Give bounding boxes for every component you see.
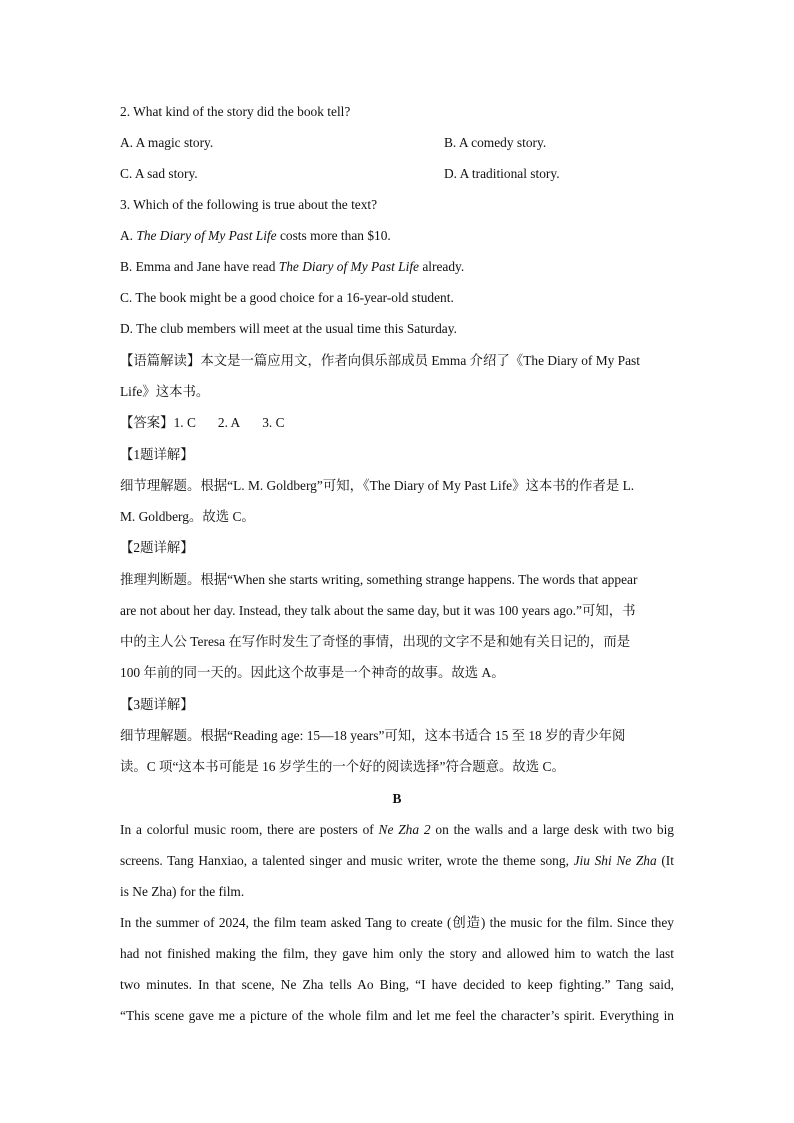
q3-stem: 3. Which of the following is true about the text?: [120, 197, 378, 212]
detail-3-line-2: 读。C 项“这本书可能是 16 岁学生的一个好的阅读选择”符合题意。故选 C。: [120, 759, 565, 774]
book-title: The Diary of My Past Life: [136, 228, 277, 243]
detail-2-line-4: 100 年前的同一天的。因此这个故事是一个神奇的故事。故选 A。: [120, 665, 505, 680]
q2-option-c: C. A sad story.: [120, 166, 198, 181]
detail-2-line-3: 中的主人公 Teresa 在写作时发生了奇怪的事情，出现的文字不是和她有关日记的，而是: [120, 634, 631, 649]
section-b-p2-line-3: two minutes. In that scene, Ne Zha tells Ao Bing, “I have decided to keep fighting.” Tang said,: [120, 977, 674, 992]
answer-key: 【答案】1. C 2. A 3. C: [120, 415, 285, 430]
q3-option-b: B. Emma and Jane have read The Diary of My Past Life already.: [120, 259, 465, 274]
book-title: The Diary of My Past Life: [278, 259, 419, 274]
analysis-line-1: 【语篇解读】本文是一篇应用文，作者向俱乐部成员 Emma 介绍了《The Diary of My Past: [120, 353, 640, 368]
detail-1-line-2: M. Goldberg。故选 C。: [120, 509, 255, 524]
detail-3-heading: 【3题详解】: [120, 697, 194, 712]
section-b-p1-line-1: In a colorful music room, there are posters of Ne Zha 2 on the walls and a large desk with two big: [120, 822, 674, 837]
q3-option-d: D. The club members will meet at the usual time this Saturday.: [120, 321, 457, 336]
q2-option-a: A. A magic story.: [120, 135, 214, 150]
q2-stem: 2. What kind of the story did the book tell?: [120, 104, 351, 119]
q3-option-a: A. The Diary of My Past Life costs more than $10.: [120, 228, 391, 243]
q3-option-c: C. The book might be a good choice for a 16-year-old student.: [120, 290, 454, 305]
section-b-p2-line-1: In the summer of 2024, the film team asked Tang to create (创造) the music for the film. Since they: [120, 915, 674, 930]
section-b-p2-line-2: had not finished making the film, they gave him only the story and allowed him to watch the last: [120, 946, 674, 961]
detail-1-line-1: 细节理解题。根据“L. M. Goldberg”可知，《The Diary of My Past Life》这本书的作者是 L.: [120, 478, 635, 493]
section-b-p2-line-4: “This scene gave me a picture of the whole film and let me feel the character’s spirit. Everything in: [120, 1008, 674, 1023]
detail-2-heading: 【2题详解】: [120, 540, 194, 555]
q2-option-d: D. A traditional story.: [444, 166, 560, 181]
analysis-line-2: Life》这本书。: [120, 384, 210, 399]
section-b-title: B: [392, 791, 402, 806]
detail-1-heading: 【1题详解】: [120, 447, 194, 462]
detail-2-line-1: 推理判断题。根据“When she starts writing, something strange happens. The words that appear: [120, 572, 638, 587]
detail-2-line-2: are not about her day. Instead, they talk about the same day, but it was 100 years ago.”可知，书: [120, 603, 636, 618]
section-b-p1-line-2: screens. Tang Hanxiao, a talented singer and music writer, wrote the theme song, Jiu Shi Ne Zha (It: [120, 853, 674, 868]
song-title: Jiu Shi Ne Zha: [573, 853, 657, 868]
film-title: Ne Zha 2: [378, 822, 431, 837]
q2-option-b: B. A comedy story.: [444, 135, 547, 150]
section-b-p1-line-3: is Ne Zha) for the film.: [120, 884, 245, 899]
detail-3-line-1: 细节理解题。根据“Reading age: 15—18 years”可知，这本书适合 15 至 18 岁的青少年阅: [120, 728, 626, 743]
